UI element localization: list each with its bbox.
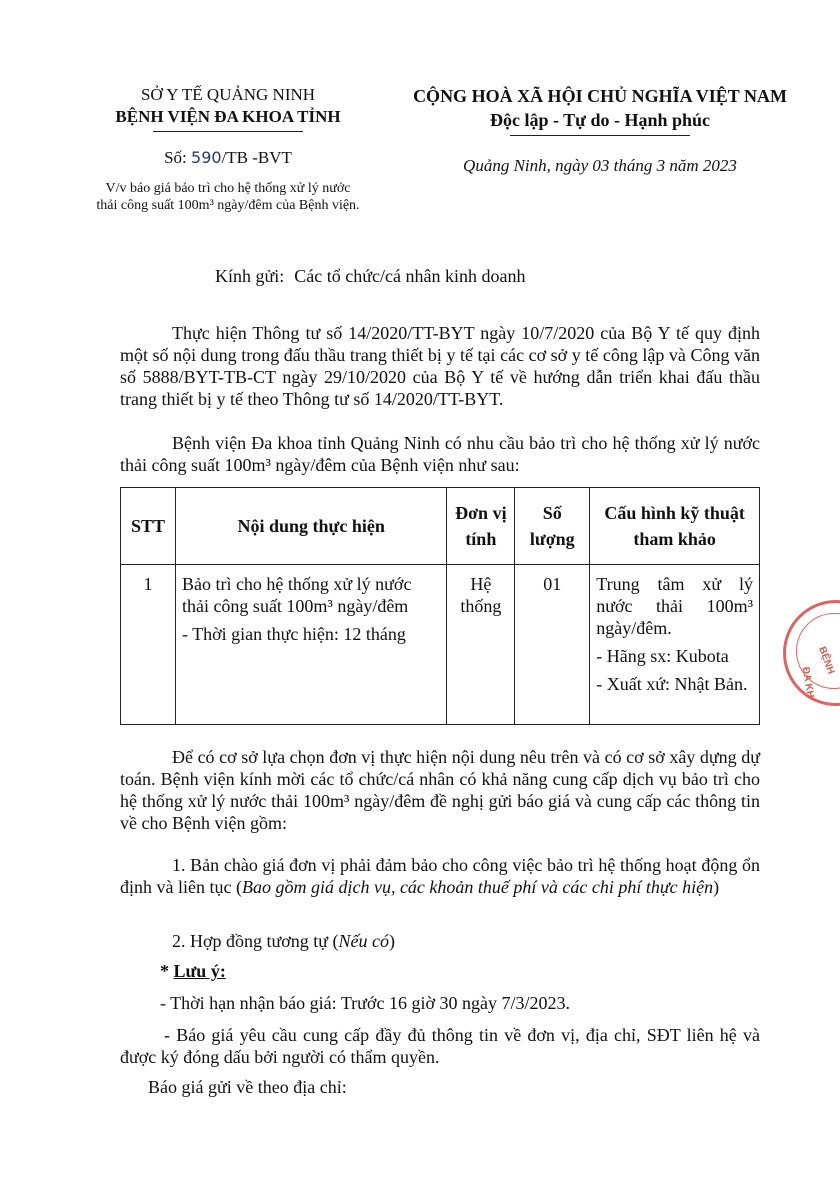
paragraph-legal-basis: Thực hiện Thông tư số 14/2020/TT-BYT ngày 10/7/2020 của Bộ Y tế quy định một số nội dung trong đấu thầu trang thiết bị y tế tại các cơ sở y tế công lập và Công văn số 5888/BYT-TB-CT ngày 29/10/2020 của Bộ Y tế về hướng dẫn triển khai đấu thầu trang thiết bị y tế theo Thông tư số 14/2020/TT-BYT.	[120, 323, 760, 409]
note-deadline: - Thời hạn nhận báo giá: Trước 16 giờ 30 ngày 7/3/2023.	[160, 993, 570, 1013]
header-quantity: Số lượng	[515, 488, 590, 565]
table-row	[121, 565, 760, 725]
requirement-item-1	[120, 854, 760, 898]
service-table	[120, 487, 760, 725]
subject-line-2: thải công suất 100m³ ngày/đêm của Bệnh viện.	[96, 198, 360, 213]
subject-line-1: V/v báo giá bảo trì cho hệ thống xử lý nước	[105, 181, 351, 196]
item1-italic: Bao gồm giá dịch vụ, các khoản thuế phí và các chi phí thực hiện	[241, 877, 714, 897]
note-requirements: - Báo giá yêu cầu cung cấp đầy đủ thông tin về đơn vị, địa chỉ, SĐT liên hệ và được ký đóng dấu bởi người có thẩm quyền.	[120, 1025, 760, 1067]
spec-line-1: Trung tâm xử lý nước thải 100m³ ngày/đêm.	[596, 574, 753, 638]
item2-text: 2. Hợp đồng tương tự (	[172, 931, 339, 951]
item2-close: )	[389, 931, 396, 951]
document-number	[78, 148, 378, 168]
national-title-block	[392, 84, 808, 136]
greeting-label: Kính gửi:	[215, 266, 285, 286]
spec-line-3: - Xuất xứ: Nhật Bản.	[596, 674, 748, 694]
content-description: Bảo trì cho hệ thống xử lý nước thải công suất 100m³ ngày/đêm	[181, 574, 412, 616]
number-handwritten: 590	[191, 148, 222, 167]
document-date: Quảng Ninh, ngày 03 tháng 3 năm 2023	[463, 156, 737, 175]
agency-name: SỞ Y TẾ QUẢNG NINH	[140, 85, 316, 104]
header-unit: Đơn vị tính	[447, 488, 515, 565]
note-star: *	[160, 961, 174, 981]
item1-text: 1. Bản chào giá đơn vị phải đảm bảo cho công việc bảo trì hệ thống hoạt động ổn định và liên tục (	[120, 855, 760, 897]
spec-line-2: - Hãng sx: Kubota	[596, 646, 729, 666]
motto-divider	[510, 135, 690, 136]
table-header-row	[121, 488, 760, 565]
cell-stt: 1	[121, 565, 176, 725]
paragraph-request: Bệnh viện Đa khoa tỉnh Quảng Ninh có nhu cầu bảo trì cho hệ thống xử lý nước thải công suất 100m³ ngày/đêm của Bệnh viện như sau:	[120, 433, 760, 475]
cell-content	[175, 565, 446, 725]
hospital-name: BỆNH VIỆN ĐA KHOA TỈNH	[115, 107, 341, 126]
number-prefix: Số:	[164, 148, 187, 167]
header-spec: Cấu hình kỹ thuật tham khảo	[590, 488, 760, 565]
stamp-text-1: BỆNH	[816, 645, 837, 676]
official-stamp	[783, 600, 840, 706]
number-suffix: /TB -BVT	[221, 148, 292, 167]
note-heading	[160, 960, 226, 982]
issuer-divider	[153, 131, 303, 132]
greeting	[215, 266, 525, 287]
header-content: Nội dung thực hiện	[175, 488, 446, 565]
country-name: CỘNG HOÀ XÃ HỘI CHỦ NGHĨA VIỆT NAM	[413, 86, 787, 106]
national-motto: Độc lập - Tự do - Hạnh phúc	[489, 110, 711, 130]
cell-spec	[590, 565, 760, 725]
item2-italic: Nếu có	[338, 931, 390, 951]
cell-quantity: 01	[515, 565, 590, 725]
item1-close: )	[713, 877, 720, 897]
paragraph-invitation: Để có cơ sở lựa chọn đơn vị thực hiện nội dung nêu trên và có cơ sở xây dựng dự toán. Bệnh viện kính mời các tổ chức/cá nhân có khả năng cung cấp dịch vụ bảo trì cho hệ thống xử lý nước thải 100m³ ngày/đêm đề nghị gửi báo giá và cung cấp các thông tin về cho Bệnh viện gồm:	[120, 747, 760, 833]
requirement-item-2	[172, 930, 760, 952]
cell-unit: Hệ thống	[447, 565, 515, 725]
header-stt: STT	[121, 488, 176, 565]
stamp-text-2: ĐA KH	[799, 666, 816, 699]
issuer-block	[78, 84, 378, 132]
note-label: Lưu ý:	[173, 961, 226, 981]
address-line: Báo giá gửi về theo địa chỉ:	[148, 1077, 347, 1097]
content-duration: - Thời gian thực hiện: 12 tháng	[181, 624, 406, 644]
greeting-recipient: Các tổ chức/cá nhân kinh doanh	[294, 266, 526, 286]
document-subject	[78, 180, 378, 214]
